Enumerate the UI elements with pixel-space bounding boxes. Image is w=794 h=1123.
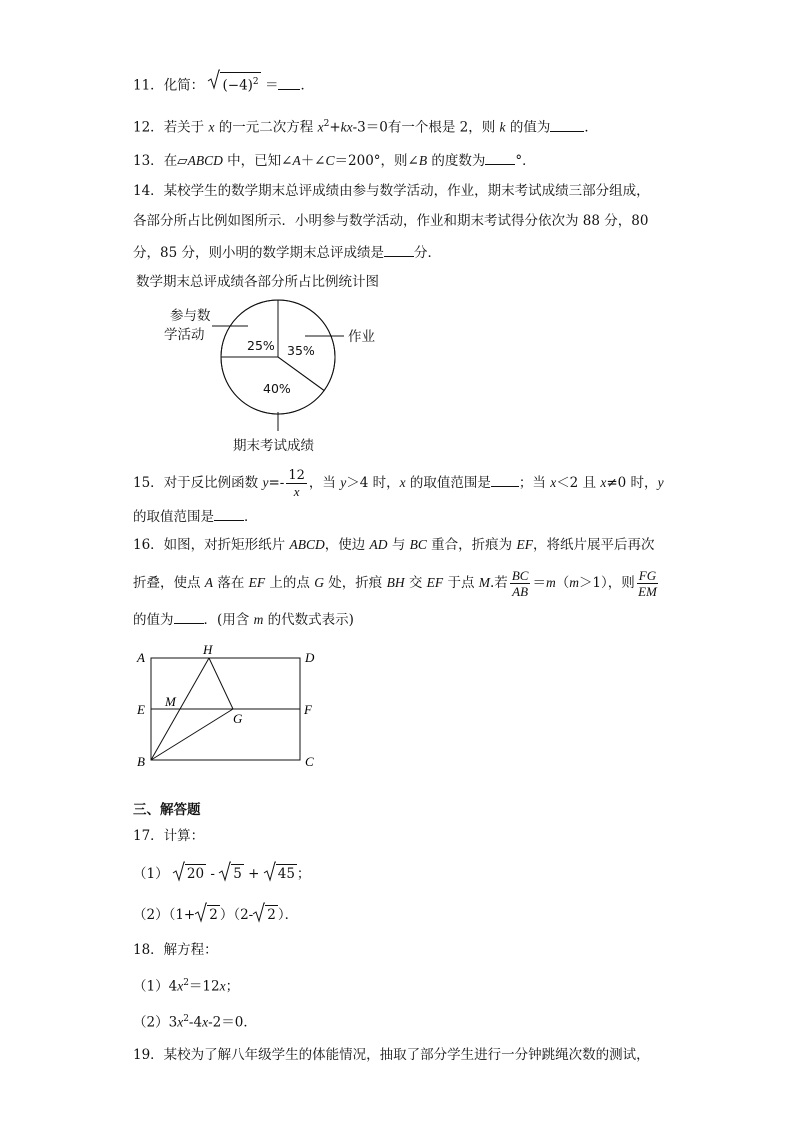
q12-text-c: 有一个根是 2，则 — [387, 119, 500, 136]
q18-p2x2: x — [202, 1014, 209, 1030]
q16-l3a: 的值为 — [133, 612, 174, 628]
q15-line-1 — [133, 468, 664, 499]
q16-l2e: 上的点 — [265, 575, 315, 591]
q18-part-2 — [133, 1010, 257, 1032]
q18-p2c: -2＝0． — [208, 1014, 257, 1031]
q16-l2c: 落在 — [213, 575, 249, 591]
q16-l3d: 的代数式表示) — [263, 612, 354, 628]
q17-plus: + — [243, 866, 264, 882]
q11-exp: 2 — [252, 77, 259, 87]
q14-line-3-text: 分，85 分，则小明的数学期末总评成绩是 — [133, 245, 384, 261]
q17-p1-end: ； — [296, 866, 311, 882]
q17-r5: 5 — [233, 866, 242, 882]
q18-p1c: ； — [225, 978, 240, 995]
q16-l1b: ABCD — [289, 537, 325, 552]
q13-blank — [485, 150, 515, 165]
q16-l2k: 于点 — [443, 575, 479, 591]
q17-part-1 — [133, 864, 310, 883]
q13-angle-b: B — [418, 153, 428, 168]
q17-r2b: 2 — [267, 907, 276, 923]
q15-text-a: 对于反比例函数 — [163, 475, 263, 491]
q16-frac1-den: AB — [512, 584, 529, 599]
pie-label-activity: 25% — [247, 338, 275, 353]
q17-sqrt-2b — [253, 905, 278, 924]
q16-line-1 — [133, 536, 654, 554]
label-f: F — [304, 702, 312, 717]
q17-r2a: 2 — [209, 907, 218, 923]
q15-var-y2: y — [340, 475, 347, 490]
q12-text-d: 的值为 — [505, 119, 551, 136]
q15-text-b: =- — [268, 475, 285, 491]
q14-blank — [384, 242, 414, 257]
pie-slices — [221, 300, 335, 414]
q11-radical — [208, 72, 260, 95]
q14-line-3-tail: 分． — [413, 245, 441, 261]
q15-text-e: 的取值范围是 — [405, 475, 491, 491]
q15-text-c: ，当 — [308, 475, 341, 491]
label-c: C — [305, 754, 314, 769]
q14-line-2: 各部分所占比例如图所示．小明参与数学活动，作业和期末考试得分依次为 88 分，80 — [133, 213, 649, 229]
q16-l1i: ，将纸片展平后再次 — [532, 537, 655, 553]
q17-minus: - — [206, 866, 220, 882]
q16-l2g: 处，折痕 — [323, 575, 387, 591]
q12-tail: ． — [584, 119, 598, 136]
q12-eq-x: x — [317, 119, 324, 135]
q15-number: 15． — [133, 475, 164, 491]
q17-r20: 20 — [186, 866, 205, 882]
chart-title: 数学期末总评成绩各部分所占比例统计图 — [136, 274, 379, 290]
q16-l1d: AD — [369, 537, 388, 552]
q18-p1sup: 2 — [183, 978, 189, 988]
q17-sqrt-45 — [264, 864, 297, 883]
q11-line: 11．化简： $(-4)^2$ ＝ ． — [133, 72, 314, 95]
q15-line-2-tail: ． — [244, 509, 258, 525]
pie-chart — [150, 295, 375, 460]
label-m: M — [165, 694, 176, 709]
q17-p2c: ）． — [277, 907, 299, 923]
q15-text-f: ；当 — [518, 475, 551, 491]
q16-l2p: （ — [555, 575, 570, 591]
q16-l2m: .若 — [490, 575, 508, 591]
q12-eq-kx: kx — [340, 119, 353, 135]
q14-line-1: 14．某校学生的数学期末总评成绩由参与数学活动，作业，期末考试成绩三部分组成， — [133, 183, 650, 199]
label-h: H — [203, 642, 213, 657]
q12-text-b: 的一元二次方程 — [214, 119, 318, 136]
rectangle-figure — [130, 640, 330, 772]
q16-fraction-bc-ab — [510, 568, 531, 599]
q17-p2b: ）（2- — [219, 907, 254, 923]
q18-part-1 — [133, 974, 239, 996]
q16-blank — [174, 609, 204, 624]
pie-label-homework: 35% — [287, 343, 315, 358]
q11-number: 11． — [133, 77, 164, 94]
q11-lead: 化简： — [163, 77, 205, 94]
q16-l1h: EF — [516, 537, 533, 552]
q19-line-1: 19．某校为了解八年级学生的体能情况，抽取了部分学生进行一分钟跳绳次数的测试， — [133, 1047, 650, 1063]
label-a: A — [137, 650, 145, 665]
q12-eq-plus: + — [329, 119, 341, 136]
q15-frac-den: x — [293, 484, 300, 499]
q13-text-e: 的度数为 — [427, 153, 486, 169]
q13-text-c: ＋∠ — [300, 153, 326, 169]
q16-frac1-num: BC — [511, 568, 529, 583]
q12-eq-rest: -3＝0 — [352, 119, 388, 136]
q18-p1x: x — [177, 978, 184, 994]
q17-sqrt-2a — [195, 905, 220, 924]
q18-title: 18．解方程： — [133, 942, 218, 958]
q12-var-x: x — [208, 119, 215, 135]
q13-text-b: 中，已知∠ — [222, 153, 293, 169]
q17-sqrt-20 — [173, 864, 206, 883]
q15-var-x: x — [399, 475, 406, 490]
q17-r45: 45 — [277, 866, 295, 882]
q17-p2a: （2）（1+ — [133, 907, 196, 923]
q11-base: (−4) — [222, 77, 253, 94]
q13-text-d: ＝200°，则∠ — [334, 153, 419, 169]
legend-activity-line2: 学活动 — [164, 327, 205, 343]
legend-activity-line1: 参与数 — [170, 308, 211, 324]
q15-var-y3: y — [657, 475, 664, 490]
q13-line — [133, 150, 536, 170]
q16-l2j: EF — [426, 575, 444, 590]
q16-l2q: m — [569, 575, 579, 590]
q18-p2sup: 2 — [183, 1014, 189, 1024]
q12-text-a: 若关于 — [163, 119, 209, 136]
q16-l2n: ＝ — [532, 575, 546, 591]
q16-l1f: BC — [409, 537, 427, 552]
q16-line-3 — [133, 609, 354, 629]
q16-l2f: G — [314, 575, 324, 590]
q16-l2i: 交 — [404, 575, 427, 591]
q14-line-3 — [133, 242, 441, 262]
q12-line — [133, 115, 598, 137]
q16-l2h: BH — [386, 575, 405, 590]
q16-l1e: 与 — [387, 537, 410, 553]
q15-text-d: ＞4 时， — [346, 475, 400, 491]
q16-l1c: ，使边 — [324, 537, 370, 553]
q17-title: 17．计算： — [133, 828, 205, 844]
q13-tail: °． — [515, 153, 536, 169]
q13-abcd: ABCD — [187, 153, 223, 168]
q12-var-k: k — [499, 119, 506, 135]
q15-var-y: y — [262, 475, 269, 490]
q11-blank — [278, 75, 300, 90]
q18-p1a: （1）4 — [133, 978, 178, 995]
q16-l2a: 折叠，使点 — [133, 575, 205, 591]
q16-l3b: ．(用含 — [203, 612, 254, 628]
q15-line-2 — [133, 506, 258, 526]
label-g: G — [233, 711, 243, 726]
q18-p1x2: x — [219, 978, 226, 994]
q15-line-2-text: 的取值范围是 — [133, 509, 214, 525]
q18-p2a: （2）3 — [133, 1014, 178, 1031]
q16-l1a: 16．如图，对折矩形纸片 — [133, 537, 290, 553]
q16-l3c: m — [253, 612, 264, 627]
q12-blank — [550, 117, 584, 132]
label-d: D — [305, 650, 315, 665]
q15-frac-num: 12 — [288, 468, 305, 483]
q15-var-x2: x — [550, 475, 557, 490]
q17-sqrt-5 — [219, 864, 244, 883]
legend-exam: 期末考试成绩 — [233, 438, 314, 454]
q13-angle-a: A — [292, 153, 301, 168]
q15-fraction — [286, 468, 307, 499]
segment-bg — [151, 709, 233, 760]
q15-text-h: ≠0 时， — [606, 475, 658, 491]
q16-line-2 — [133, 568, 660, 599]
q15-text-g: ＜2 且 — [556, 475, 601, 491]
pie-label-exam: 40% — [263, 381, 291, 396]
q16-l2o: m — [545, 575, 556, 590]
q11-tail: ． — [300, 77, 314, 94]
q18-p2x: x — [177, 1014, 184, 1030]
q17-p1-label: （1） — [133, 866, 169, 882]
label-b: B — [137, 754, 145, 769]
q13-number: 13． — [133, 153, 164, 169]
q13-text-a: 在▱ — [163, 153, 188, 169]
q15-blank-1 — [491, 472, 519, 487]
q16-l2r: ＞1），则 — [578, 575, 635, 591]
q15-blank-2 — [214, 506, 244, 521]
q15-var-x3: x — [600, 475, 607, 490]
q13-angle-c: C — [325, 153, 335, 168]
q16-frac2-den: EM — [638, 584, 657, 599]
label-e: E — [137, 702, 145, 717]
q12-eq-sup: 2 — [323, 119, 330, 129]
q16-l2d: EF — [248, 575, 266, 590]
q16-l2l: M — [478, 575, 491, 590]
legend-homework: 作业 — [348, 329, 375, 345]
q18-p1b: ＝12 — [188, 978, 220, 995]
q16-fraction-fg-em — [637, 568, 658, 599]
segment-hg — [209, 658, 233, 709]
q12-number: 12． — [133, 119, 164, 136]
q16-l2b: A — [204, 575, 214, 590]
q17-part-2 — [133, 905, 298, 924]
q16-frac2-num: FG — [638, 568, 657, 583]
section-heading: 三、解答题 — [133, 802, 201, 818]
q18-p2b: -4 — [188, 1014, 203, 1031]
q16-l1g: 重合，折痕为 — [426, 537, 517, 553]
